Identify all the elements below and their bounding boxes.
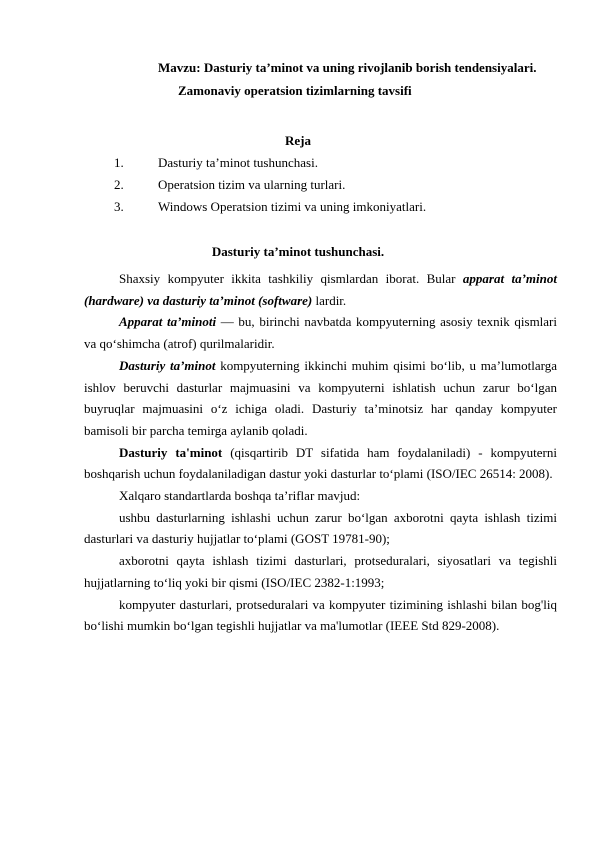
paragraph: [84, 268, 557, 311]
paragraph: [84, 442, 557, 485]
emphasis-term: Dasturiy ta’minot: [119, 357, 216, 373]
plan-item: [84, 175, 512, 197]
plan-item-text: Windows Operatsion tizimi va uning imkoniyatlari.: [158, 199, 427, 214]
paragraph-text: Shaxsiy kompyuter ikkita tashkiliy qismlardan iborat. Bular: [119, 271, 463, 286]
plan-item-number: 3.: [114, 199, 124, 214]
paragraph: [84, 355, 557, 442]
plan-item: [84, 153, 512, 175]
plan-item-text: Dasturiy ta’minot tushunchasi.: [158, 155, 318, 170]
bold-term: Dasturiy ta'minot: [119, 444, 223, 460]
topic-subtitle: Zamonaviy operatsion tizimlarning tavsifi: [178, 83, 412, 98]
plan-list: [84, 153, 512, 219]
paragraph: ushbu dasturlarning ishlashi uchun zarur bo‘lgan axborotni qayta ishlash tizimi dasturlari va dasturiy hujjatlar to‘plami (GOST 19781-90);: [84, 509, 557, 547]
plan-heading: Reja: [285, 133, 311, 148]
paragraph: kompyuter dasturlari, protseduralari va kompyuter tizimining ishlashi bilan bog'liq bo‘lishi mumkin bo‘lgan tegishli hujjatlar va ma'lumotlar (IEEE Std 829-2008).: [84, 596, 557, 634]
topic-title: Mavzu: Dasturiy ta’minot va uning rivojlanib borish tendensiyalari.: [158, 60, 537, 75]
paragraph: [84, 311, 557, 354]
paragraph-text: lardir.: [312, 292, 347, 308]
paragraph: Xalqaro standartlarda boshqa ta’riflar mavjud:: [119, 488, 361, 504]
paragraph-text: (qisqartirib DT sifatida ham foydalaniladi) - kompyuterni boshqarish uchun foydalaniladigan dastur yoki dasturlar to‘plami (ISO/IEC 26514: 2008).: [84, 444, 557, 482]
emphasis-term: apparat ta’minot (hardware) va dasturiy ta’minot (software): [84, 271, 558, 308]
plan-item-text: Operatsion tizim va ularning turlari.: [158, 177, 346, 192]
paragraph-text: — bu, birinchi navbatda kompyuterning asosiy texnik qismlari va qo‘shimcha (atrof) qurilmalaridir.: [84, 314, 558, 352]
paragraph: axborotni qayta ishlash tizimi dasturlari, protseduralari, siyosatlari va tegishli hujjatlarning to‘liq yoki bir qismi (ISO/IEC 2382-1:1993;: [84, 553, 557, 590]
plan-item-number: 1.: [114, 155, 124, 170]
emphasis-term: Apparat ta’minoti: [119, 314, 217, 330]
section-heading: Dasturiy ta’minot tushunchasi.: [211, 244, 385, 259]
paragraph-text: kompyuterning ikkinchi muhim qisimi bo‘lib, u ma’lumotlarga ishlov beruvchi dasturlar majmuasini va kompyuterni ishlatish uchun zarur bo‘lgan buyruqlar majmuasini o‘z ichiga oladi. Dasturiy ta’minotsiz har qanday kompyuter bamisoli bir parcha temirga aylanib qoladi.: [84, 357, 557, 438]
plan-item: [84, 197, 512, 219]
section-body: [84, 268, 557, 637]
plan-item-number: 2.: [114, 177, 124, 192]
